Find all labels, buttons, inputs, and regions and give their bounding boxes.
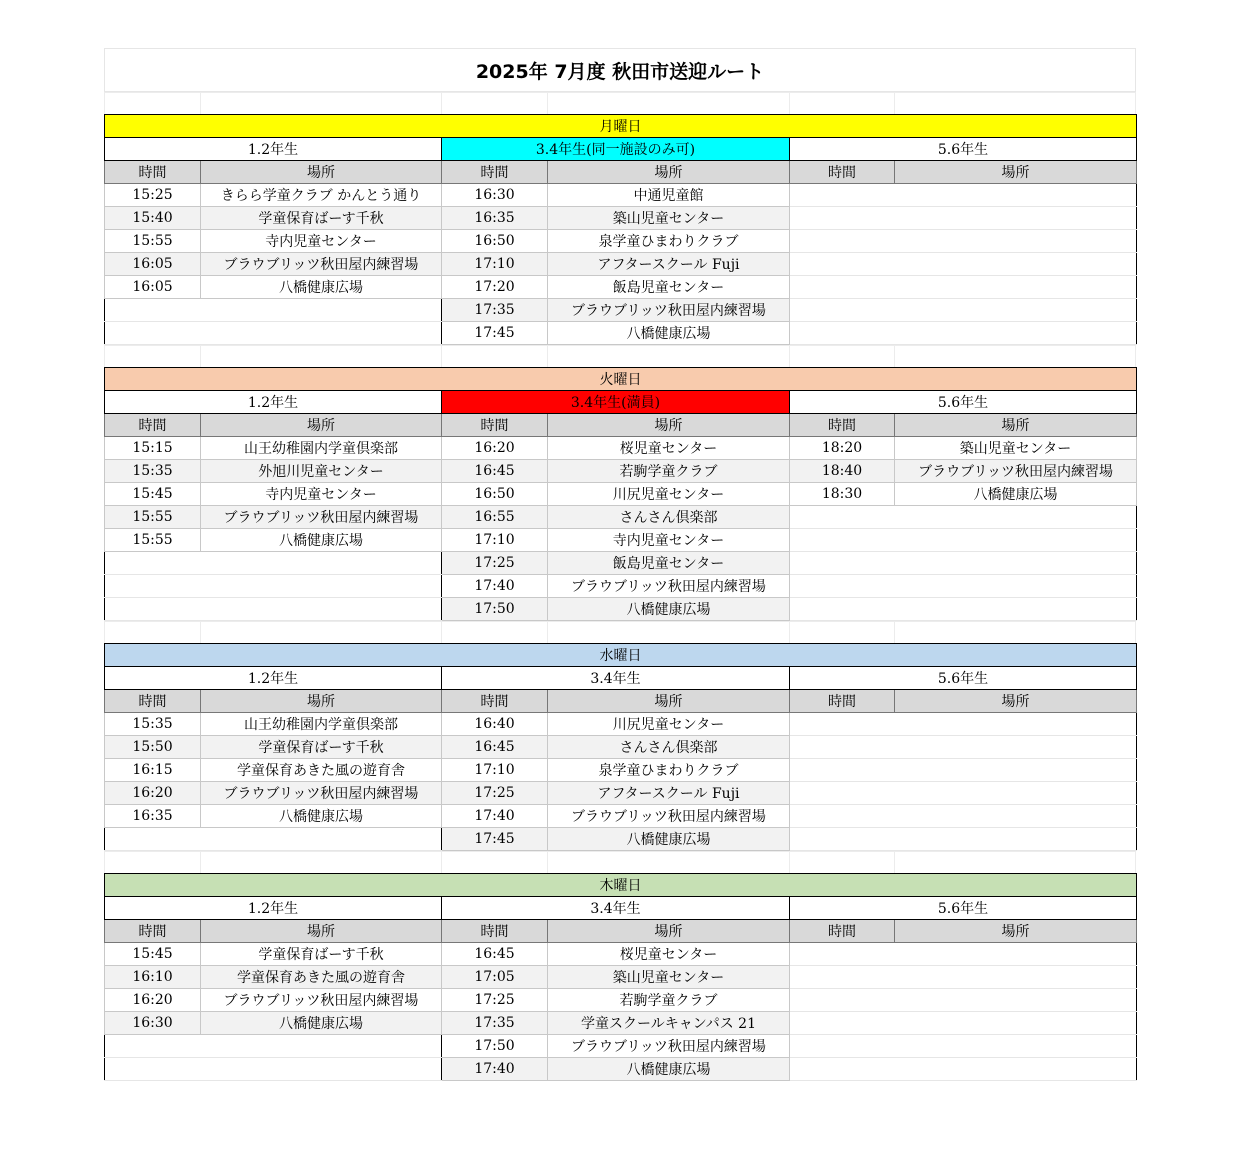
grade-header: 1.2年生 [105,391,442,414]
grade-header: 3.4年生(同一施設のみ可) [442,138,790,161]
time-cell: 16:45 [442,460,548,483]
time-cell: 15:55 [105,529,201,552]
place-cell: ブラウブリッツ秋田屋内練習場 [895,460,1137,483]
time-cell: 16:50 [442,483,548,506]
empty-cell [790,736,1137,759]
table-row [105,966,1137,989]
place-cell: 寺内児童センター [201,230,442,253]
schedule-sheet [104,48,1136,1081]
time-cell: 17:40 [442,805,548,828]
place-cell: 川尻児童センター [548,483,790,506]
time-cell: 17:25 [442,782,548,805]
time-cell: 15:25 [105,184,201,207]
empty-cell [790,943,1137,966]
grade-header: 3.4年生 [442,667,790,690]
time-cell: 16:05 [105,276,201,299]
time-cell: 16:05 [105,253,201,276]
table-row [105,759,1137,782]
empty-cell [105,1058,442,1081]
empty-cell [790,575,1137,598]
place-cell: 寺内児童センター [548,529,790,552]
time-cell: 15:50 [105,736,201,759]
empty-cell [105,598,442,621]
time-column-header: 時間 [442,414,548,437]
place-cell: ブラウブリッツ秋田屋内練習場 [201,989,442,1012]
time-cell: 16:35 [442,207,548,230]
time-column-header: 時間 [105,920,201,943]
empty-cell [105,828,442,851]
time-column-header: 時間 [790,414,895,437]
grade-header: 1.2年生 [105,667,442,690]
time-cell: 17:10 [442,253,548,276]
time-cell: 16:40 [442,713,548,736]
place-cell: 飯島児童センター [548,552,790,575]
place-column-header: 場所 [895,161,1137,184]
place-cell: 八橋健康広場 [201,529,442,552]
place-column-header: 場所 [548,161,790,184]
table-row [105,276,1137,299]
spacer-row [104,345,1136,367]
grade-header: 5.6年生 [790,897,1137,920]
time-column-header: 時間 [442,690,548,713]
table-row [105,828,1137,851]
time-cell: 17:50 [442,598,548,621]
place-cell: 若駒学童クラブ [548,460,790,483]
place-cell: 川尻児童センター [548,713,790,736]
place-cell: さんさん倶楽部 [548,736,790,759]
time-cell: 16:20 [105,782,201,805]
time-cell: 15:55 [105,506,201,529]
place-column-header: 場所 [895,414,1137,437]
grade-header: 1.2年生 [105,897,442,920]
empty-cell [790,1012,1137,1035]
time-cell: 17:25 [442,552,548,575]
time-cell: 16:35 [105,805,201,828]
time-cell: 15:35 [105,713,201,736]
spacer-row [104,851,1136,873]
time-cell: 17:10 [442,759,548,782]
table-row [105,943,1137,966]
time-cell: 16:10 [105,966,201,989]
place-column-header: 場所 [201,414,442,437]
table-row [105,184,1137,207]
time-cell: 17:35 [442,299,548,322]
place-cell: アフタースクール Fuji [548,253,790,276]
place-cell: 八橋健康広場 [548,1058,790,1081]
time-column-header: 時間 [790,920,895,943]
day-header: 木曜日 [105,874,1137,897]
empty-cell [790,529,1137,552]
time-cell: 17:45 [442,828,548,851]
place-column-header: 場所 [548,414,790,437]
time-cell: 17:10 [442,529,548,552]
empty-cell [790,230,1137,253]
page-title: 2025年 7月度 秋田市送迎ルート [104,48,1136,92]
time-column-header: 時間 [442,161,548,184]
place-cell: ブラウブリッツ秋田屋内練習場 [548,1035,790,1058]
time-cell: 16:30 [105,1012,201,1035]
empty-cell [790,598,1137,621]
table-row [105,713,1137,736]
place-cell: 泉学童ひまわりクラブ [548,230,790,253]
time-cell: 17:40 [442,575,548,598]
time-column-header: 時間 [442,920,548,943]
place-cell: 八橋健康広場 [895,483,1137,506]
empty-cell [790,713,1137,736]
empty-cell [790,1035,1137,1058]
place-cell: 学童保育ばーす千秋 [201,943,442,966]
place-cell: 飯島児童センター [548,276,790,299]
place-cell: 泉学童ひまわりクラブ [548,759,790,782]
time-column-header: 時間 [105,690,201,713]
place-cell: ブラウブリッツ秋田屋内練習場 [548,299,790,322]
time-cell: 17:05 [442,966,548,989]
place-cell: 築山児童センター [548,966,790,989]
table-row [105,1012,1137,1035]
day-table-wed [104,643,1137,851]
table-row [105,1058,1137,1081]
day-table-thu [104,873,1137,1081]
empty-cell [790,828,1137,851]
place-cell: 山王幼稚園内学童倶楽部 [201,437,442,460]
place-cell: 八橋健康広場 [201,805,442,828]
time-cell: 15:55 [105,230,201,253]
empty-cell [105,1035,442,1058]
table-row [105,552,1137,575]
place-cell: 八橋健康広場 [201,276,442,299]
empty-cell [790,299,1137,322]
table-row [105,437,1137,460]
place-column-header: 場所 [548,920,790,943]
time-cell: 17:45 [442,322,548,345]
time-cell: 17:35 [442,1012,548,1035]
time-cell: 16:20 [442,437,548,460]
day-header: 月曜日 [105,115,1137,138]
empty-cell [790,253,1137,276]
empty-cell [790,276,1137,299]
time-cell: 18:30 [790,483,895,506]
table-row [105,253,1137,276]
place-cell: さんさん倶楽部 [548,506,790,529]
place-cell: アフタースクール Fuji [548,782,790,805]
table-row [105,1035,1137,1058]
spacer-row [104,92,1136,114]
time-cell: 16:15 [105,759,201,782]
empty-cell [790,1058,1137,1081]
table-row [105,230,1137,253]
place-cell: 八橋健康広場 [548,828,790,851]
time-column-header: 時間 [790,690,895,713]
place-cell: 外旭川児童センター [201,460,442,483]
place-cell: 八橋健康広場 [548,322,790,345]
place-cell: ブラウブリッツ秋田屋内練習場 [548,805,790,828]
table-row [105,483,1137,506]
time-cell: 16:30 [442,184,548,207]
place-column-header: 場所 [201,690,442,713]
day-table-mon [104,114,1137,345]
table-row [105,782,1137,805]
place-cell: 学童保育あきた風の遊育舎 [201,966,442,989]
time-cell: 15:40 [105,207,201,230]
time-column-header: 時間 [790,161,895,184]
place-cell: 桜児童センター [548,437,790,460]
grade-header: 3.4年生(満員) [442,391,790,414]
table-row [105,575,1137,598]
time-cell: 17:50 [442,1035,548,1058]
grade-header: 5.6年生 [790,667,1137,690]
time-cell: 18:20 [790,437,895,460]
table-row [105,529,1137,552]
place-cell: 山王幼稚園内学童倶楽部 [201,713,442,736]
place-cell: 学童保育ばーす千秋 [201,207,442,230]
empty-cell [790,782,1137,805]
table-row [105,736,1137,759]
place-column-header: 場所 [895,690,1137,713]
time-cell: 16:20 [105,989,201,1012]
place-cell: きらら学童クラブ かんとう通り [201,184,442,207]
table-row [105,805,1137,828]
place-column-header: 場所 [895,920,1137,943]
empty-cell [790,759,1137,782]
table-row [105,989,1137,1012]
table-row [105,207,1137,230]
empty-cell [790,506,1137,529]
place-cell: 八橋健康広場 [201,1012,442,1035]
empty-cell [790,552,1137,575]
empty-cell [790,966,1137,989]
time-cell: 15:35 [105,460,201,483]
place-cell: 桜児童センター [548,943,790,966]
schedule-body [104,92,1136,1081]
place-cell: 築山児童センター [895,437,1137,460]
table-row [105,506,1137,529]
place-cell: 学童スクールキャンパス 21 [548,1012,790,1035]
table-row [105,598,1137,621]
grade-header: 3.4年生 [442,897,790,920]
place-cell: ブラウブリッツ秋田屋内練習場 [201,782,442,805]
place-column-header: 場所 [548,690,790,713]
time-cell: 16:50 [442,230,548,253]
time-cell: 17:25 [442,989,548,1012]
grade-header: 5.6年生 [790,138,1137,161]
grade-header: 5.6年生 [790,391,1137,414]
place-cell: 寺内児童センター [201,483,442,506]
table-row [105,322,1137,345]
spacer-row [104,621,1136,643]
time-column-header: 時間 [105,414,201,437]
empty-cell [105,552,442,575]
empty-cell [105,299,442,322]
time-column-header: 時間 [105,161,201,184]
day-header: 水曜日 [105,644,1137,667]
empty-cell [790,184,1137,207]
place-column-header: 場所 [201,161,442,184]
place-cell: 学童保育あきた風の遊育舎 [201,759,442,782]
empty-cell [790,322,1137,345]
place-cell: 若駒学童クラブ [548,989,790,1012]
time-cell: 15:45 [105,943,201,966]
place-cell: 中通児童館 [548,184,790,207]
empty-cell [790,989,1137,1012]
time-cell: 18:40 [790,460,895,483]
place-cell: 八橋健康広場 [548,598,790,621]
empty-cell [790,805,1137,828]
grade-header: 1.2年生 [105,138,442,161]
time-cell: 16:45 [442,736,548,759]
time-cell: 17:20 [442,276,548,299]
time-cell: 15:45 [105,483,201,506]
time-cell: 17:40 [442,1058,548,1081]
place-cell: ブラウブリッツ秋田屋内練習場 [201,253,442,276]
time-cell: 16:55 [442,506,548,529]
table-row [105,299,1137,322]
place-cell: 学童保育ばーす千秋 [201,736,442,759]
day-header: 火曜日 [105,368,1137,391]
time-cell: 16:45 [442,943,548,966]
table-row [105,460,1137,483]
place-cell: ブラウブリッツ秋田屋内練習場 [201,506,442,529]
empty-cell [105,575,442,598]
time-cell: 15:15 [105,437,201,460]
place-column-header: 場所 [201,920,442,943]
empty-cell [105,322,442,345]
empty-cell [790,207,1137,230]
place-cell: ブラウブリッツ秋田屋内練習場 [548,575,790,598]
day-table-tue [104,367,1137,621]
place-cell: 築山児童センター [548,207,790,230]
